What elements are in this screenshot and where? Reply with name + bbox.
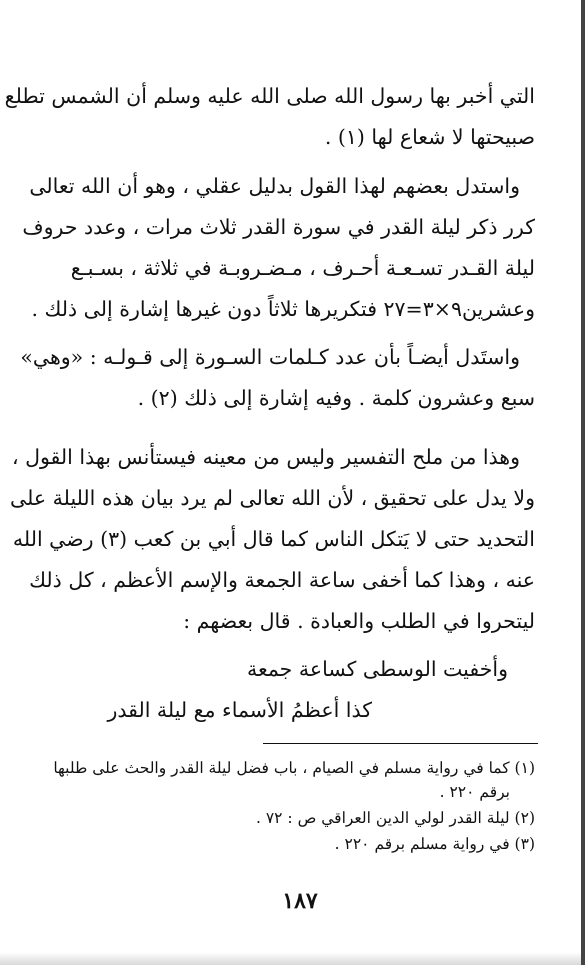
body-line-12: عنه ، وهذا كما أخفى ساعة الجمعة والإسم الأعظم ، كل ذلك (29, 568, 535, 592)
footnote-2: (٢) ليلة القدر لولي الدين العراقي ص : ٧٢ . (255, 809, 535, 827)
body-line-11: التحديد حتى لا يَتكل الناس كما قال أبي بن كعب (٣) رضي الله (12, 527, 535, 551)
verse-line-1: وأخفيت الوسطى كساعة جمعة (246, 657, 508, 681)
body-line-9: وهذا من ملح التفسير وليس من معينه فيستأنس بهذا القول ، (11, 445, 520, 469)
body-line-7: واستَدل أيضـاً بأن عدد كـلمات السـورة إلى قـولـه : «وهي» (20, 345, 520, 369)
footnote-1: (١) كما في رواية مسلم في الصيام ، باب فضل ليلة القدر والحث على طلبها (53, 759, 535, 777)
verse-line-2: كذا أعظمُ الأسماء مع ليلة القدر (107, 698, 372, 722)
body-line-1: التي أخبر بها رسول الله صلى الله عليه وسلم أن الشمس تطلع (4, 84, 535, 108)
page-bottom-shadow (0, 952, 585, 965)
body-line-13: ليتحروا في الطلب والعبادة . قال بعضهم : (183, 609, 535, 633)
page-right-edge (581, 0, 585, 965)
footnote-3: (٣) في رواية مسلم برقم ٢٢٠ . (334, 835, 535, 853)
body-line-4: كرر ذكر ليلة القدر في سورة القدر ثلاث مرات ، وعدد حروف (22, 215, 535, 239)
footnote-divider (263, 743, 538, 744)
footnote-1-cont: برقم ٢٢٠ . (439, 783, 510, 801)
body-line-3: واستدل بعضهم لهذا القول بدليل عقلي ، وهو أن الله تعالى (29, 174, 520, 198)
body-line-10: ولا يدل على تحقيق ، لأن الله تعالى لم يرد بيان هذه الليلة على (10, 486, 535, 510)
body-line-6: وعشرين٩×٣=٢٧ فتكريرها ثلاثاً دون غيرها إشارة إلى ذلك . (31, 297, 535, 321)
page-number: ١٨٧ (282, 888, 318, 914)
body-line-5: ليلة القـدر تسـعـة أحـرف ، مـضـروبـة في ثلاثة ، بسـبـع (70, 256, 535, 280)
body-line-2: صبيحتها لا شعاع لها (١) . (324, 125, 535, 149)
body-line-8: سبع وعشرون كلمة . وفيه إشارة إلى ذلك (٢) . (137, 386, 535, 410)
